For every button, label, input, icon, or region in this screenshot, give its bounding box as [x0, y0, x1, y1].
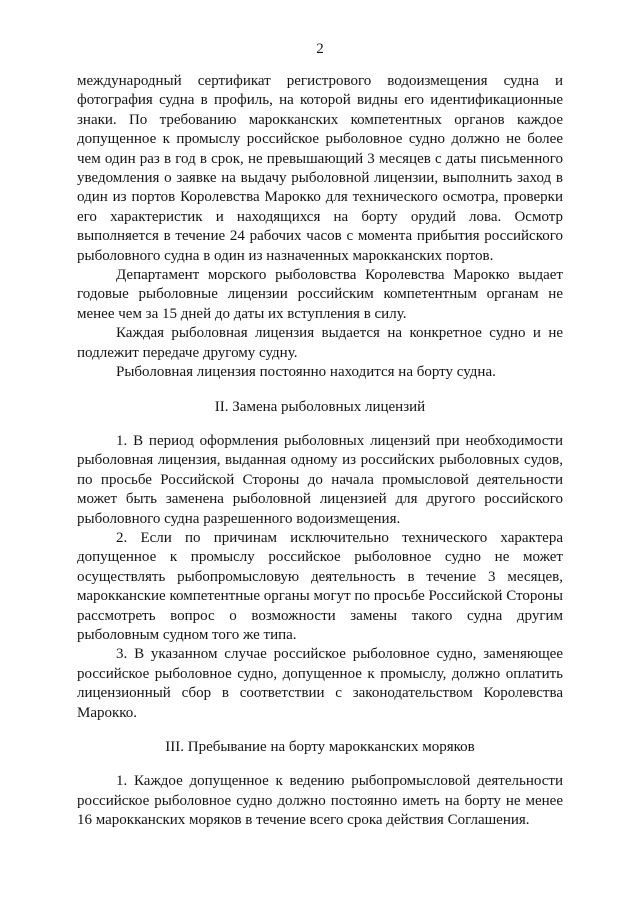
section-3-item-1: 1. Каждое допущенное к ведению рыбопромысловой деятельности российское рыболовное судно должно постоянно иметь на борту не менее 16 марокканских моряков в течение всего срока действия Соглашения. [77, 773, 563, 829]
section-2-item-3: 3. В указанном случае российское рыболовное судно, заменяющее российское рыболовное судно, допущенное к промыслу, должно оплатить лицензионный сбор в соответствии с законодательством Королевства Марокко. [77, 646, 563, 721]
section-2-item-1: 1. В период оформления рыболовных лицензий при необходимости рыболовная лицензия, выданная одному из российских рыболовных судов, по просьбе Российской Стороны до начала промысловой деятельности может быть заменена рыболовной лицензией для другого российского рыболовного судна разрешенного водоизмещения. [77, 432, 563, 527]
section-3-heading: III. Пребывание на борту марокканских моряков [165, 739, 475, 755]
document-body [77, 72, 563, 831]
paragraph-license-inspection: международный сертификат регистрового водоизмещения судна и фотография судна в профиль, на которой видны его идентификационные знаки. По требованию марокканских компетентных органов каждое допущенное к промыслу российское рыболовное судно должно не более чем один раз в год в срок, не превышающий 3 месяцев с даты письменного уведомления о заявке на выдачу рыболовной лицензии, выполнить заход в один из портов Королевства Марокко для технического осмотра, проверки его характеристик и находящихся на борту орудий лова. Осмотр выполняется в течение 24 рабочих часов с момента прибытия российского рыболовного судна в один из назначенных марокканских портов. [77, 73, 563, 264]
page-number: 2 [316, 41, 324, 57]
section-2-heading: II. Замена рыболовных лицензий [214, 398, 426, 415]
paragraph-license-on-board: Рыболовная лицензия постоянно находится на борту судна. [116, 364, 496, 381]
section-2-item-2: 2. Если по причинам исключительно технического характера допущенное к промыслу российское рыболовное судно не может осуществлять рыбопромысловую деятельность в течение 3 месяцев, марокканские компетентные органы могут по просьбе Российской Стороны рассмотреть вопрос о возможности замены такого судна другим рыболовным судном того же типа. [77, 529, 563, 643]
paragraph-license-specific-vessel: Каждая рыболовная лицензия выдается на конкретное судно и не подлежит передаче другому судну. [77, 325, 563, 361]
paragraph-license-issuance: Департамент морского рыболовства Королевства Марокко выдает годовые рыболовные лицензии российским компетентным органам не менее чем за 15 дней до даты их вступления в силу. [77, 267, 563, 322]
